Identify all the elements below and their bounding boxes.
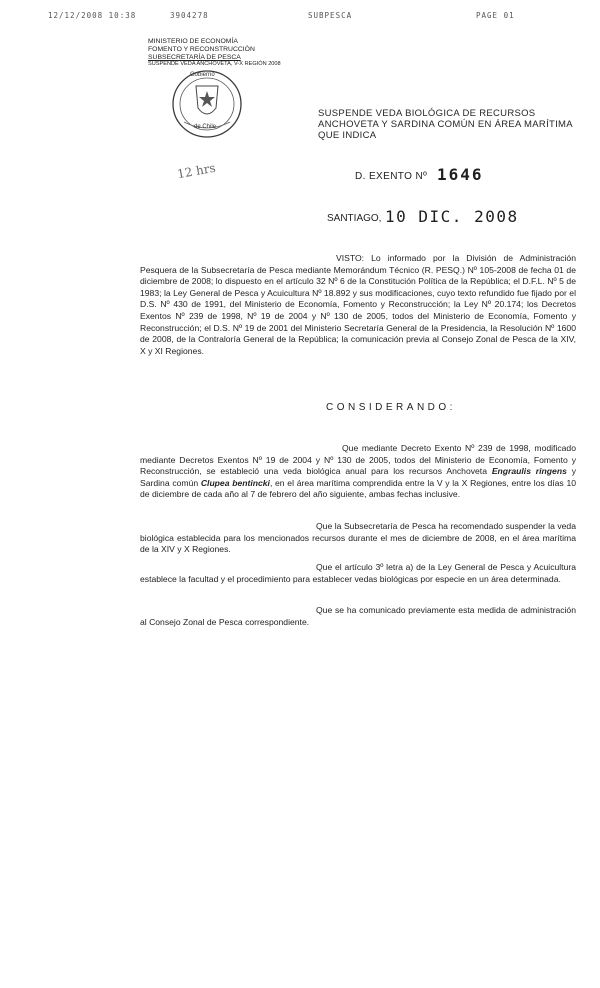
fax-sender: SUBPESCA <box>308 11 353 20</box>
considerando-1 <box>140 443 576 501</box>
seal-text-mid: de Chile <box>194 124 217 130</box>
visto-paragraph: VISTO: Lo informado por la División de Administración Pesquera de la Subsecretaría de Pesca mediante Memorándum Técnico (R. PESQ.) Nº 105-2008 de fecha 01 de diciembre de 2008; lo dispuesto en el artículo 32 Nº 6 de la Constitución Política de la República; el D.F.L. Nº 5 de 1983; la Ley General de Pesca y Acuicultura Nº 18.892 y sus modificaciones, cuyo texto refundido fue fijado por el D.S. Nº 430 de 1991, del Ministerio de Economía, Fomento y Reconstrucción; la Ley Nº 20.174; los Decretos Exentos Nº 239 de 1998, Nº 19 de 2004 y Nº 130 de 2005, todos del Ministerio de Economía, Fomento y Reconstrucción; el D.S. Nº 19 de 2001 del Ministerio Secretaría General de la Presidencia, la Resolución Nº 1600 de 2008, de la Contraloría General de la República; la comunicación previa al Consejo Zonal de Pesca de la XIV, X y XI Regiones. <box>140 253 576 356</box>
ministry-line-1: MINISTERIO DE ECONOMÍA <box>148 38 238 45</box>
ministry-line-2: FOMENTO Y RECONSTRUCCIÓN <box>148 45 255 53</box>
ministry-line-3: SUBSECRETARÍA DE PESCA <box>148 53 241 61</box>
considerando-4: Que se ha comunicado previamente esta medida de administración al Consejo Zonal de Pesca correspondiente. <box>140 605 576 627</box>
date-stamp: 10 DIC. 2008 <box>385 207 519 226</box>
fax-number: 3904278 <box>170 11 209 20</box>
considerando-1-text-c: , en el área marítima comprendida entre la V y la X Regiones, entre los días 10 de diciembre de cada año al 7 de febrero del año siguiente, ambas fechas inclusive. <box>140 477 576 500</box>
fax-page: PAGE 01 <box>476 11 515 20</box>
considerando-heading: CONSIDERANDO: <box>326 402 456 413</box>
seal-text-top: Gobierno <box>190 72 215 78</box>
considerando-1-text-a: Que mediante Decreto Exento Nº 239 de 1998, modificado mediante Decretos Exentos Nº 19 de 2004 y Nº 130 de 2005, todos del Ministerio de Economía, Fomento y Reconstrucción, se estableció una veda biológica anual para los recursos Anchoveta <box>140 443 576 477</box>
exento-label: D. EXENTO Nº <box>355 171 428 182</box>
place: SANTIAGO, <box>327 213 382 224</box>
fax-datetime: 12/12/2008 10:38 <box>48 11 137 20</box>
species-anchoveta: Engraulis ringens <box>491 466 567 477</box>
exento-number: 1646 <box>437 165 484 184</box>
considerando-1-text-b: y Sardina común <box>140 466 576 488</box>
handwritten-note: 12 hrs <box>176 160 217 182</box>
considerando-3: Que el artículo 3º letra a) de la Ley General de Pesca y Acuicultura establece la facultad y el procedimiento para establecer vedas biológicas por especie en un área determinada. <box>140 562 576 584</box>
ministry-seal-icon <box>166 64 248 142</box>
ministry-line-4: SUSPENDE VEDA ANCHOVETA, V-X REGIÓN 2008 <box>148 61 281 68</box>
considerando-2: Que la Subsecretaría de Pesca ha recomendado suspender la veda biológica establecida para los mencionados recursos durante el mes de diciembre de 2008, en el área marítima de la XIV y X Regiones. <box>140 521 576 555</box>
species-sardina: Clupea bentincki <box>200 477 270 488</box>
subject: SUSPENDE VEDA BIOLÓGICA DE RECURSOS ANCHOVETA Y SARDINA COMÚN EN ÁREA MARÍTIMA QUE INDICA <box>318 108 573 141</box>
